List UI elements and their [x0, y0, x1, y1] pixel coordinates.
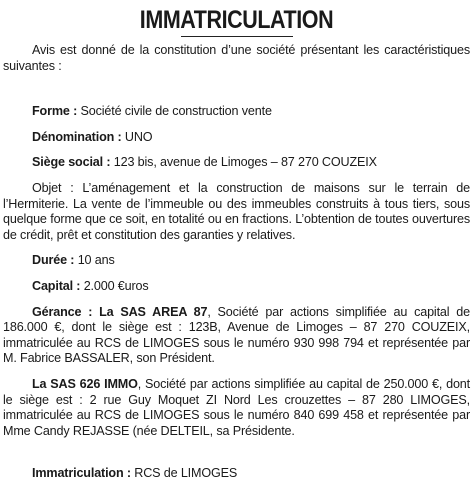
denomination-line — [3, 130, 470, 146]
gerance-paragraph — [3, 305, 470, 367]
sas626-value: , Société par actions simplifiée au capital de 250.000 €, dont le siège est : 2 rue Guy Moquet ZI Nord Les crouzettes – 87 280 LIMOGES, immatriculée au RCS de LIMOGES sous le numéro 840 699 458 et représentée par Mme Candy REJASSE (née DELTEIL, sa Présidente. — [3, 376, 470, 438]
immatriculation-line — [3, 466, 470, 482]
notice-title: IMMATRICULATION — [139, 6, 334, 34]
capital-label: Capital : — [32, 278, 81, 293]
gerance-label: Gérance : La SAS AREA 87 — [32, 304, 208, 319]
duree-value: 10 ans — [74, 253, 115, 268]
sas626-label: La SAS 626 IMMO — [32, 376, 138, 391]
duree-label: Durée : — [32, 253, 75, 268]
siege-line — [3, 155, 470, 171]
capital-line — [3, 279, 470, 295]
duree-line — [3, 253, 470, 269]
capital-value: 2.000 €uros — [80, 278, 149, 293]
immatriculation-label: Immatriculation : — [32, 466, 131, 481]
intro-paragraph: Avis est donné de la constitution d’une société présentant les caractéristiques suivantes : — [3, 43, 470, 73]
forme-value: Société civile de construction vente — [77, 104, 272, 119]
siege-value: 123 bis, avenue de Limoges – 87 270 COUZEIX — [110, 155, 377, 170]
sas626-paragraph — [3, 377, 470, 439]
gerance-value: , Société par actions simplifiée au capital de 186.000 €, dont le siège est : 123B, Avenue de Limoges – 87 270 COUZEIX, immatriculée au RCS de LIMOGES sous le numéro 930 998 794 et représentée par M. Fabrice BASSALER, son Président. — [3, 304, 470, 366]
denomination-label: Dénomination : — [32, 129, 122, 144]
forme-label: Forme : — [32, 104, 78, 119]
siege-label: Siège social : — [32, 155, 111, 170]
denomination-value: UNO — [121, 129, 153, 144]
objet-paragraph: Objet : L’aménagement et la construction de maisons sur le terrain de l’Hermiterie. La vente de l’immeuble ou des immeubles construits à tous tiers, sous quelque forme que ce soit, en totalité ou en fractions. L’obtention de toutes ouvertures de crédit, prêt et constitution des garanties y relatives. — [3, 180, 470, 242]
forme-line — [3, 104, 470, 120]
immatriculation-value: RCS de LIMOGES — [130, 466, 238, 481]
